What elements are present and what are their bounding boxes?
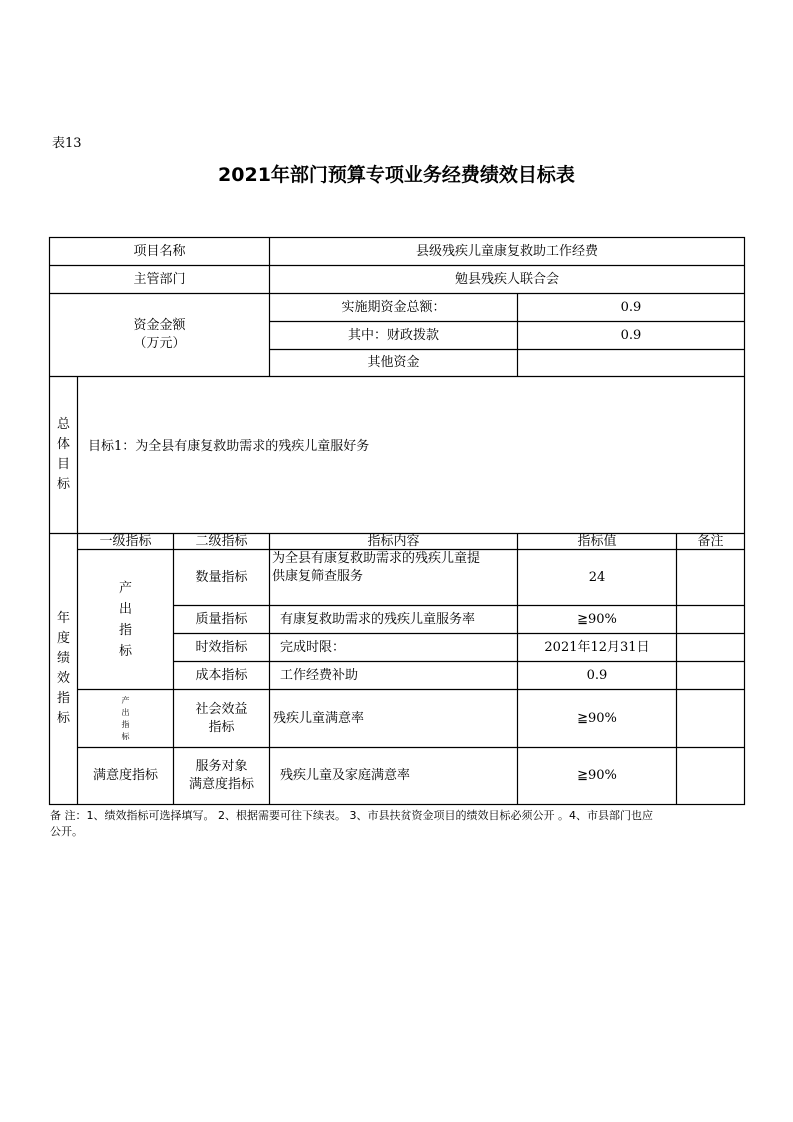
- footnote-line1: 备 注：1、绩效指标可选择填写。 2、根据需要可往下续表。 3、市县扶贫资金项目的绩效目标必须公开 。4、市县部门也应: [50, 809, 653, 822]
- funds-label-line1: 资金金额: [133, 318, 186, 333]
- annual-label-char: 指: [56, 691, 70, 706]
- footnote: [50, 808, 750, 840]
- row-value: ≧90%: [577, 768, 617, 783]
- output-indicators-label: [78, 550, 173, 689]
- benefit-label-char: 产: [121, 695, 130, 705]
- dept-value: 勉县残疾人联合会: [454, 271, 559, 287]
- table-number: 表13: [52, 136, 82, 151]
- benefit-indicators-label: [78, 690, 173, 747]
- row-content: 工作经费补助: [280, 667, 359, 683]
- dept-label: 主管部门: [133, 271, 186, 287]
- row-level2-line1: 服务对象: [195, 759, 248, 774]
- row-value: ≧90%: [577, 710, 617, 726]
- funds-label: [50, 294, 269, 376]
- benefit-label-char: 出: [121, 707, 130, 717]
- project-name-value: 县级残疾儿童康复救助工作经费: [415, 243, 598, 259]
- row-content-line1: 为全县有康复救助需求的残疾儿童提: [272, 551, 481, 566]
- output-label-char: 指: [118, 622, 132, 638]
- row-level2: 数量指标: [195, 569, 248, 585]
- header-value: 指标值: [577, 533, 617, 549]
- row-level2-line2: 满意度指标: [188, 777, 254, 792]
- other-funds-label: 其他资金: [367, 355, 420, 370]
- annual-label-char: 绩: [56, 651, 70, 666]
- row-value: 0.9: [586, 667, 608, 683]
- annual-label-char: 标: [56, 711, 70, 726]
- row-content-line2: 供康复筛查服务: [272, 569, 364, 584]
- annual-label-char: 度: [56, 631, 70, 646]
- overall-goal-label: [50, 377, 77, 533]
- project-name-label: 项目名称: [133, 243, 186, 259]
- row-content: [272, 550, 517, 605]
- row-level2-line1: 社会效益: [195, 701, 248, 717]
- overall-goal-char: 标: [56, 477, 70, 492]
- row-value: ≧90%: [577, 611, 617, 627]
- header-level1: 一级指标: [99, 533, 152, 549]
- row-level2: [174, 748, 269, 804]
- row-level2: 质量指标: [195, 611, 248, 627]
- funds-label-line2: （万元）: [133, 336, 186, 351]
- total-funds-value: 0.9: [620, 299, 642, 315]
- output-label-char: 出: [118, 601, 132, 617]
- row-level2: 成本指标: [195, 667, 248, 683]
- fiscal-funds-value: 0.9: [620, 327, 642, 343]
- total-funds-label: 实施期资金总额：: [341, 299, 446, 315]
- row-level2: [174, 690, 269, 747]
- annual-label-char: 效: [56, 671, 70, 686]
- output-label-char: 产: [118, 580, 132, 596]
- overall-goal-char: 体: [56, 437, 70, 452]
- fiscal-funds-label: 其中：财政拨款: [347, 327, 439, 343]
- overall-goal-text: 目标1：为全县有康复救助需求的残疾儿童服好务: [88, 439, 370, 454]
- overall-goal-char: 总: [56, 417, 70, 432]
- row-value: 2021年12月31日: [544, 639, 650, 655]
- footnote-line2: 公开。: [50, 825, 83, 838]
- output-label-char: 标: [118, 643, 132, 659]
- row-content: 残疾儿童满意率: [273, 710, 365, 726]
- benefit-label-char: 标: [121, 731, 130, 741]
- row-level2-line2: 指标: [208, 719, 235, 735]
- satisfaction-indicators-label: 满意度指标: [92, 768, 158, 783]
- row-level2: 时效指标: [195, 639, 248, 655]
- benefit-label-char: 指: [121, 719, 130, 729]
- header-remark: 备注: [697, 533, 724, 549]
- annual-label-char: 年: [56, 611, 70, 626]
- row-value: 24: [588, 569, 606, 585]
- row-content: 残疾儿童及家庭满意率: [280, 768, 411, 783]
- annual-indicators-label: [50, 534, 77, 804]
- header-level2: 二级指标: [195, 533, 248, 549]
- row-content: 有康复救助需求的残疾儿童服务率: [280, 611, 476, 627]
- document-title: 2021年部门预算专项业务经费绩效目标表: [218, 164, 575, 186]
- overall-goal-char: 目: [56, 457, 70, 472]
- other-funds-value: [518, 350, 744, 376]
- row-content: 完成时限：: [280, 639, 346, 655]
- header-content: 指标内容: [367, 533, 420, 549]
